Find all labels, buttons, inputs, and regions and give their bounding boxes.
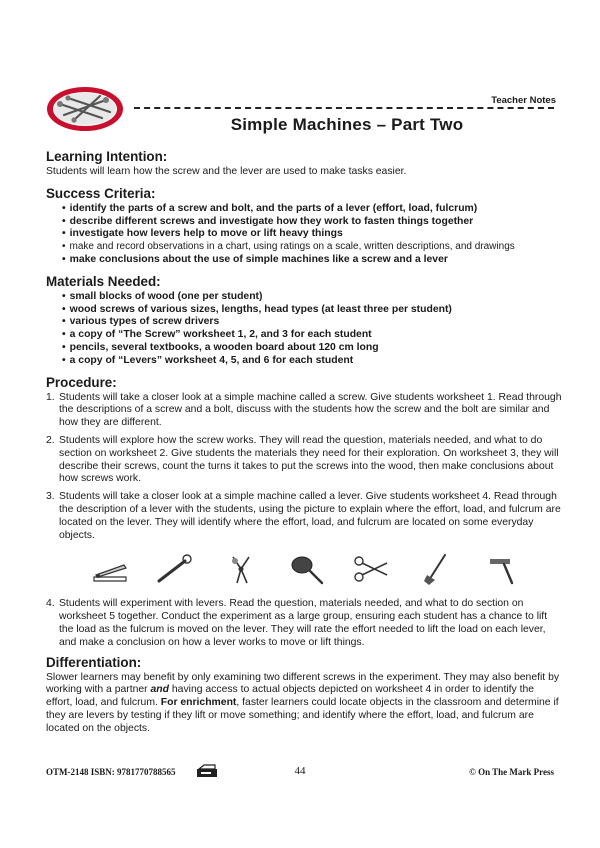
list-item: • a copy of “Levers” worksheet 4, 5, and 6 for each student xyxy=(62,355,562,368)
list-item: • pencils, several textbooks, a wooden board about 120 cm long xyxy=(62,342,562,355)
page-number: 44 xyxy=(294,765,306,777)
differentiation-part-1: Slower learners may benefit by only examining two different screws in the experiment. They may also benefit by working with a partner xyxy=(46,671,560,696)
main-content xyxy=(46,145,562,736)
differentiation-enrichment-label: For enrichment xyxy=(160,697,237,709)
procedure-steps-continued xyxy=(46,598,562,649)
list-item: • small blocks of wood (one per student) xyxy=(62,291,562,304)
list-item: • make and record observations in a chart, using ratings on a scale, written descriptions, and drawings xyxy=(62,241,562,254)
step-text: Students will experiment with levers. Read the question, materials needed, and what to do section on worksheet 5 together. Conduct the experiment as a large group, ensuring each student has a chance to lift the load as the fulcrum is moved on the lever. They will rate the effort needed to lift the load on each lever, and make a conclusion on how a lever works to move or lift things. xyxy=(59,598,548,648)
materials-heading: Materials Needed: xyxy=(46,273,161,289)
section-label: Teacher Notes xyxy=(491,95,556,106)
list-item: • identify the parts of a screw and bolt, and the parts of a lever (effort, load, fulcrum) xyxy=(62,203,562,216)
nutcracker-icon xyxy=(221,551,261,587)
materials-list xyxy=(46,291,562,368)
list-item: • describe different screws and investigate how they work to fasten things together xyxy=(62,216,562,229)
success-criteria-list xyxy=(46,203,562,267)
differentiation-part-3: , faster learners could locate objects in the classroom and determine if they are levers by testing if they lift or move something; and identify where the effort, load, and fulcrum are located on the objects. xyxy=(46,697,559,734)
procedure-step xyxy=(46,598,562,649)
list-item: • make conclusions about the use of simple machines like a screw and a lever xyxy=(62,254,562,267)
procedure-step xyxy=(46,392,562,430)
procedure-step xyxy=(46,435,562,486)
step-number: 1. xyxy=(46,391,55,403)
publisher-text: © On The Mark Press xyxy=(469,767,554,777)
differentiation-emphasis-and: and xyxy=(150,684,170,696)
success-criteria-heading: Success Criteria: xyxy=(46,185,156,201)
screws-nails-icon xyxy=(44,84,126,134)
step-text: Students will explore how the screw works. They will read the question, materials needed, and what to do section on worksheet 2. Give students the materials they need for their exploration. On worksheet 3, they will describe their screws, count the turns it takes to put the screws into the wood, then make conclusions about how screws work. xyxy=(59,434,559,485)
scissors-icon xyxy=(351,551,391,587)
page-footer xyxy=(46,764,554,780)
list-item: • various types of screw drivers xyxy=(62,316,562,329)
list-item: • investigate how levers help to move or lift heavy things xyxy=(62,228,562,241)
differentiation-heading: Differentiation: xyxy=(46,654,142,670)
page-title: Simple Machines – Part Two xyxy=(230,115,464,134)
differentiation-text xyxy=(46,672,562,736)
learning-intention-text: Students will learn how the screw and the lever are used to make tasks easier. xyxy=(46,166,407,177)
step-number: 4. xyxy=(46,598,55,610)
tennis-racket-icon xyxy=(286,551,326,587)
shovel-icon xyxy=(417,551,457,587)
differentiation-part-2: having access to actual objects depicted on worksheet 4 in order to identify the effort, load, and fulcrum. xyxy=(46,684,535,709)
procedure-heading: Procedure: xyxy=(46,374,117,390)
procedure-steps xyxy=(46,392,562,543)
step-number: 2. xyxy=(46,434,55,446)
list-item: • wood screws of various sizes, lengths, head types (at least three per student) xyxy=(62,304,562,317)
hammer-icon xyxy=(482,551,522,587)
step-text: Students will take a closer look at a simple machine called a lever. Give students worksheet 4. Read through the description of a lever with the students, using the picture to explain where the effort, load, and fulcrum are located on the lever. They will identify where the effort, load, and fulcrum are located on some everyday objects. xyxy=(59,491,561,541)
learning-intention-heading: Learning Intention: xyxy=(46,149,168,164)
header-divider xyxy=(134,107,554,109)
stapler-icon xyxy=(90,551,130,587)
bottle-opener-icon xyxy=(155,551,195,587)
step-number: 3. xyxy=(46,491,55,503)
isbn-text: OTM-2148 ISBN: 9781770788565 xyxy=(46,767,176,777)
list-item: • a copy of “The Screw” worksheet 1, 2, and 3 for each student xyxy=(62,329,562,342)
lever-objects-illustration xyxy=(46,542,562,598)
step-text: Students will take a closer look at a simple machine called a screw. Give students worksheet 1. Read through the descriptions of a screw and a bolt, discuss with the students how the screw and the bolt are similar and how they are different. xyxy=(59,391,562,429)
procedure-step xyxy=(46,491,562,542)
